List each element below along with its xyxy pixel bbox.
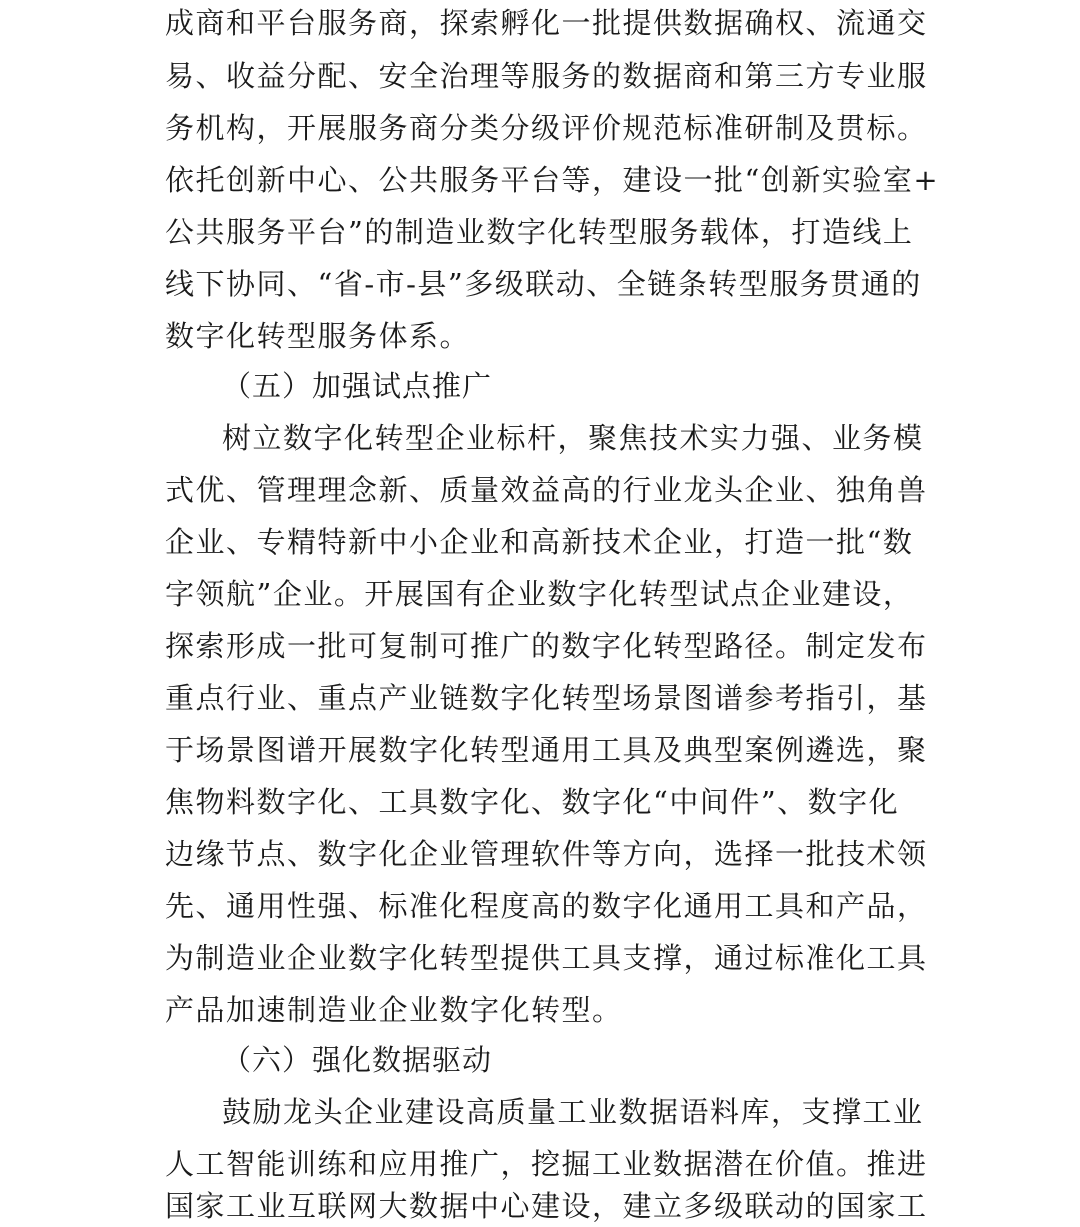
paragraph-line: 公共服务平台”的制造业数字化转型服务载体，打造线上	[165, 215, 914, 249]
paragraph-line: 企业、专精特新中小企业和高新技术企业，打造一批“数	[165, 525, 914, 559]
paragraph-line: 焦物料数字化、工具数字化、数字化“中间件”、数字化	[165, 785, 900, 819]
paragraph-line: 产品加速制造业企业数字化转型。	[165, 993, 623, 1027]
paragraph-line: 重点行业、重点产业链数字化转型场景图谱参考指引，基	[165, 681, 928, 715]
paragraph-line: 树立数字化转型企业标杆，聚焦技术实力强、业务模	[222, 421, 924, 455]
paragraph-line: 为制造业企业数字化转型提供工具支撑，通过标准化工具	[165, 941, 928, 975]
section-heading-6: （六）强化数据驱动	[222, 1043, 493, 1077]
paragraph-line: 式优、管理理念新、质量效益高的行业龙头企业、独角兽	[165, 473, 928, 507]
paragraph-line: 字领航”企业。开展国有企业数字化转型试点企业建设，	[165, 577, 914, 611]
paragraph-line: 人工智能训练和应用推广，挖掘工业数据潜在价值。推进	[165, 1147, 928, 1181]
paragraph-line: 于场景图谱开展数字化转型通用工具及典型案例遴选，聚	[165, 733, 928, 767]
paragraph-line: 国家工业互联网大数据中心建设，建立多级联动的国家工	[165, 1189, 928, 1223]
paragraph-line: 边缘节点、数字化企业管理软件等方向，选择一批技术领	[165, 837, 928, 871]
paragraph-line: 依托创新中心、公共服务平台等，建设一批“创新实验室+	[165, 163, 940, 197]
paragraph-line: 务机构，开展服务商分类分级评价规范标准研制及贯标。	[165, 111, 928, 145]
paragraph-line: 数字化转型服务体系。	[165, 319, 471, 353]
paragraph-line: 鼓励龙头企业建设高质量工业数据语料库，支撑工业	[222, 1095, 924, 1129]
paragraph-line: 先、通用性强、标准化程度高的数字化通用工具和产品，	[165, 889, 928, 923]
paragraph-line: 线下协同、“省-市-县”多级联动、全链条转型服务贯通的	[165, 267, 922, 301]
section-heading-5: （五）加强试点推广	[222, 369, 493, 403]
paragraph-line: 成商和平台服务商，探索孵化一批提供数据确权、流通交	[165, 6, 928, 40]
paragraph-line: 探索形成一批可复制可推广的数字化转型路径。制定发布	[165, 629, 928, 663]
paragraph-line: 易、收益分配、安全治理等服务的数据商和第三方专业服	[165, 59, 928, 93]
